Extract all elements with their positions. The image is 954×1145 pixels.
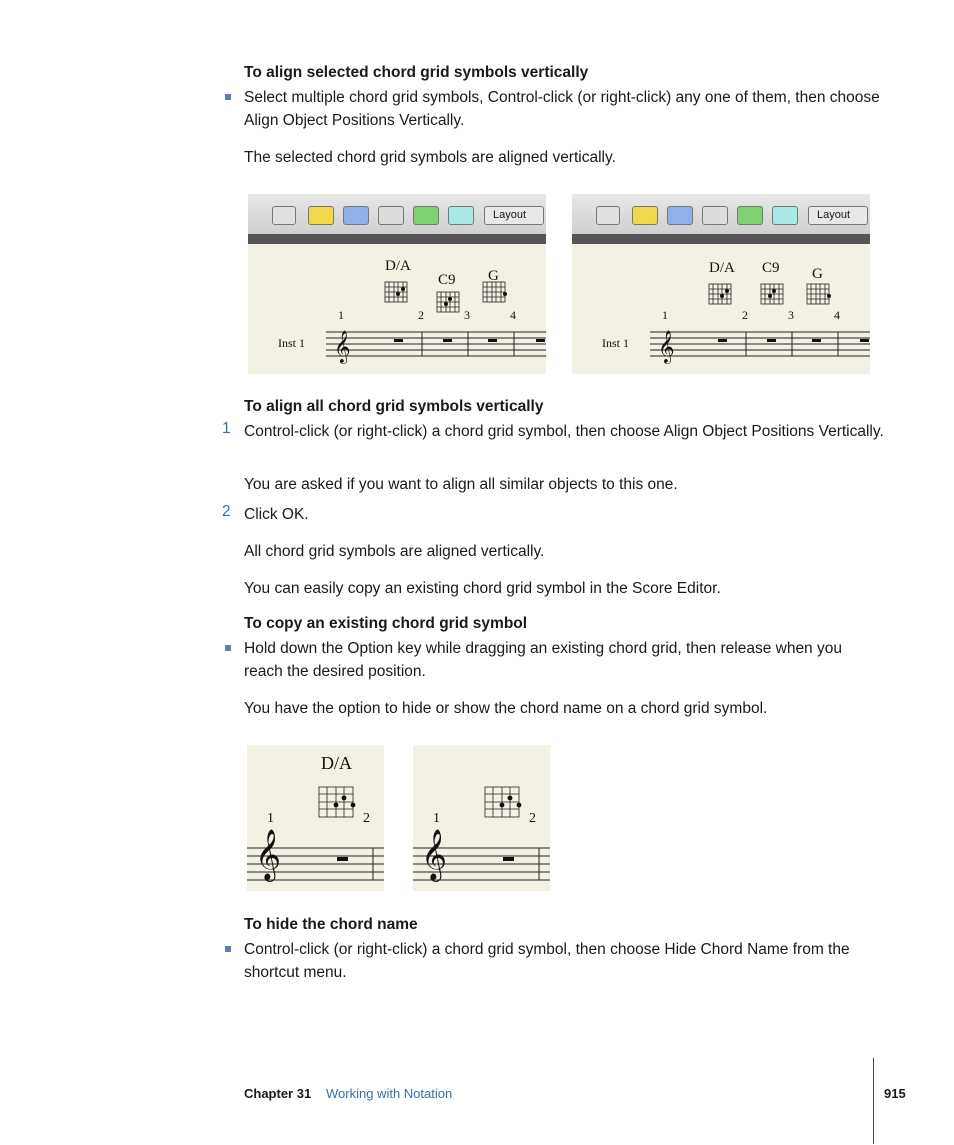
bar-number: 2	[363, 811, 370, 826]
chord-grid-without-name	[413, 745, 550, 891]
step-1-text: Control-click (or right-click) a chord grid symbol, then choose Align Object Positions Vertically.	[244, 423, 884, 440]
list-button[interactable]	[772, 206, 798, 225]
treble-clef-icon: 𝄞	[255, 830, 282, 879]
score-toolbar	[248, 194, 546, 235]
score-editor-screenshot-after	[572, 194, 870, 374]
out-button[interactable]	[737, 206, 763, 225]
bar-number: 1	[267, 811, 274, 826]
section-heading-copy: To copy an existing chord grid symbol	[244, 615, 528, 632]
chord-name-c9: C9	[438, 272, 456, 288]
step-1-result: You are asked if you want to align all similar objects to this one.	[244, 476, 678, 493]
layout-menu[interactable]: Layout	[808, 206, 868, 225]
copy-intro-text: You can easily copy an existing chord grid symbol in the Score Editor.	[244, 580, 721, 597]
step-number: 1	[222, 420, 231, 437]
chord-name-d-a: D/A	[321, 753, 352, 773]
ruler-bar	[248, 234, 546, 244]
bar-number: 4	[834, 308, 840, 322]
instruction-bullet: Control-click (or right-click) a chord grid symbol, then choose Hide Chord Name from the shortcut menu.	[244, 941, 850, 981]
step-2-text: Click OK.	[244, 506, 309, 523]
track-label: Inst 1	[278, 336, 305, 350]
chord-name-d-a: D/A	[385, 258, 411, 274]
bullet-marker	[225, 645, 231, 651]
chord-name-c9: C9	[762, 260, 780, 276]
section-heading-align-all: To align all chord grid symbols vertically	[244, 398, 544, 415]
footer-chapter-title: Working with Notation	[326, 1086, 453, 1101]
treble-clef-icon: 𝄞	[334, 332, 351, 363]
chord-name-g: G	[488, 268, 499, 284]
catch-button[interactable]	[343, 206, 369, 225]
section-heading-align-selected: To align selected chord grid symbols vertically	[244, 64, 589, 81]
result-text: You have the option to hide or show the chord name on a chord grid symbol.	[244, 700, 768, 717]
footer-divider	[873, 1058, 874, 1144]
treble-clef-icon: 𝄞	[421, 830, 448, 879]
result-text: The selected chord grid symbols are aligned vertically.	[244, 149, 616, 166]
ruler-bar	[572, 234, 870, 244]
chord-name-d-a: D/A	[709, 260, 735, 276]
in-button[interactable]	[378, 206, 404, 225]
score-toolbar	[572, 194, 870, 235]
tool-button[interactable]	[272, 206, 296, 225]
in-button[interactable]	[702, 206, 728, 225]
bar-number: 1	[662, 308, 668, 322]
bar-number: 2	[418, 308, 424, 322]
bar-number: 1	[338, 308, 344, 322]
score-editor-screenshot-before	[248, 194, 546, 374]
bar-number: 4	[510, 308, 516, 322]
catch-button[interactable]	[667, 206, 693, 225]
bar-number: 1	[433, 811, 440, 826]
treble-clef-icon: 𝄞	[658, 332, 675, 363]
instruction-bullet: Hold down the Option key while dragging an existing chord grid, then release when you reach the desired position.	[244, 640, 842, 680]
tool-button[interactable]	[596, 206, 620, 225]
result-text: All chord grid symbols are aligned vertically.	[244, 543, 545, 560]
section-heading-hide-name: To hide the chord name	[244, 916, 418, 933]
bar-number: 3	[464, 308, 470, 322]
chord-grid-with-name	[247, 745, 384, 891]
out-button[interactable]	[413, 206, 439, 225]
layout-menu[interactable]: Layout	[484, 206, 544, 225]
chord-name-g: G	[812, 266, 823, 282]
bar-number: 3	[788, 308, 794, 322]
bar-number: 2	[742, 308, 748, 322]
list-button[interactable]	[448, 206, 474, 225]
link-button[interactable]	[632, 206, 658, 225]
instruction-bullet: Select multiple chord grid symbols, Control-click (or right-click) any one of them, then choose Align Object Positions Vertically.	[244, 89, 880, 129]
link-button[interactable]	[308, 206, 334, 225]
footer-chapter: Chapter 31	[244, 1086, 312, 1101]
page-number: 915	[884, 1086, 906, 1101]
bar-number: 2	[529, 811, 536, 826]
bullet-marker	[225, 946, 231, 952]
track-label: Inst 1	[602, 336, 629, 350]
step-number: 2	[222, 503, 231, 520]
bullet-marker	[225, 94, 231, 100]
